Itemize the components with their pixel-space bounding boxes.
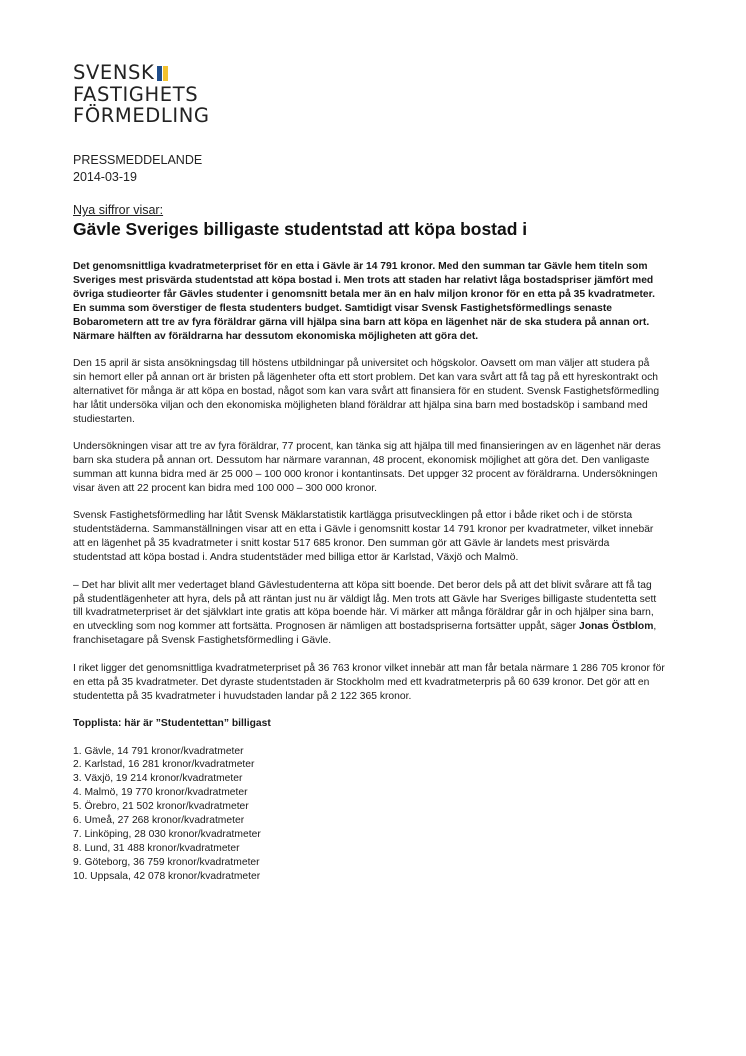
- paragraph-2: Undersökningen visar att tre av fyra föräldrar, 77 procent, kan tänka sig att hjälpa till med finansieringen av en lägenhet när deras barn ska studera på annan ort. Dessutom har närmare varannan, 48 procent, ekonomisk möjlighet att göra det. Den vanligaste summan att kunna bidra med är 25 000 – 100 000 kronor i kontantinsats. Det uppger 32 procent av föräldrarna. Undersökningen visar även att 22 procent kan bidra med 100 000 – 300 000 kronor.: [73, 441, 661, 494]
- paragraph-4: [73, 579, 665, 649]
- quote-attribution: , franchisetagare på Svensk Fastighetsförmedling i Gävle.: [73, 621, 657, 647]
- press-date: 2014-03-19: [73, 170, 137, 184]
- quoted-person-name: Jonas Östblom: [578, 621, 654, 633]
- list-item: 9. Göteborg, 36 759 kronor/kvadratmeter: [73, 856, 260, 868]
- list-item: 6. Umeå, 27 268 kronor/kvadratmeter: [73, 815, 245, 827]
- logo-line-1: SVENSK: [73, 61, 155, 84]
- press-type: PRESSMEDDELANDE: [73, 153, 203, 167]
- article-body: [73, 260, 665, 884]
- list-item: 7. Linköping, 28 030 kronor/kvadratmeter: [73, 828, 261, 840]
- article-kicker: Nya siffror visar:: [73, 203, 164, 217]
- paragraph-3: Svensk Fastighetsförmedling har låtit Svensk Mäklarstatistik kartlägga prisutvecklingen på ettor i både riket och i de största studentstäderna. Sammanställningen visar att en etta i Gävle i genomsnitt kostar 14 791 kronor per kvadratmeter, vilket innebär att en lägenhet på 35 kvadratmeter i snitt kostar 517 685 kronor. Den summan gör att Gävle är landets mest prisvärda studentstad att köpa bostad i. Andra studentstäder med billiga ettor är Karlstad, Växjö och Malmö.: [73, 510, 654, 564]
- flag-icon: [157, 64, 169, 79]
- toplist-title: Topplista: här är ”Studentettan” billigast: [73, 718, 271, 730]
- list-item: 5. Örebro, 21 502 kronor/kvadratmeter: [73, 801, 249, 813]
- logo-line-2: FASTIGHETS: [73, 82, 199, 106]
- list-item: 10. Uppsala, 42 078 kronor/kvadratmeter: [73, 870, 261, 882]
- lead-paragraph: Det genomsnittliga kvadratmeterpriset för en etta i Gävle är 14 791 kronor. Med den summan tar Gävle hem titeln som Sveriges mest prisvärda studentstad att köpa bostad i. Men trots att staden har relativt låga bostadspriser jämfört med övriga studieorter får Gävles studenter i genomsnitt betala mer än en halv miljon kronor för en etta på 35 kvadratmeter. En summa som överstiger de flesta studenters budget. Samtidigt visar Svensk Fastighetsförmedlings senaste Bobarometern att tre av fyra föräldrar gärna vill hjälpa sina barn att köpa en lägenhet när de ska studera på annan ort. Närmare hälften av föräldrarna har dessutom ekonomiska möjligheten att göra det.: [73, 261, 655, 342]
- list-item: 3. Växjö, 19 214 kronor/kvadratmeter: [73, 773, 243, 785]
- list-item: 1. Gävle, 14 791 kronor/kvadratmeter: [73, 745, 244, 757]
- paragraph-5: I riket ligger det genomsnittliga kvadratmeterpriset på 36 763 kronor vilket innebär att man får betala närmare 1 286 705 kronor för en etta på 35 kvadratmeter. Det dyraste studentstaden är Stockholm med ett kvadratmeterpris på 60 639 kronor. Det gör att en studentetta på 35 kvadratmeter i huvudstaden landar på 2 122 365 kronor.: [73, 662, 665, 702]
- press-header: [73, 152, 202, 186]
- quote-text: – Det har blivit allt mer vedertaget bland Gävlestudenterna att köpa sitt boende. Det beror dels på att det blivit svårare att få tag på studentlägenheter att hyra, dels på att räntan just nu är väldigt låg. Men trots att Gävle har Sveriges billigaste studentetta sett till kvadratmeterpriset är det självklart inte gratis att köpa boende här. Vi märker att många föräldrar går in och hjälper sina barn, en utveckling som nog kommer att fortsätta. Prognosen är nämligen att bostadspriserna fortsätter uppåt, säger: [73, 579, 657, 633]
- paragraph-1: Den 15 april är sista ansökningsdag till höstens utbildningar på universitet och högskolor. Oavsett om man väljer att studera på sin hemort eller på annan ort är bristen på lägenheter ofta ett stort problem. Det kan vara svårt att få tag på ett hyreskontrakt och alternativet för många är att köpa en bostad, något som kan vara svårt att finansiera för en student. Svensk Fastighetsförmedling har låtit undersöka viljan och den ekonomiska möjligheten bland föräldrar att hjälpa sina barn med bostadsköp i samband med studiestarten.: [73, 358, 660, 425]
- logo-line-3: FÖRMEDLING: [73, 104, 210, 127]
- toplist: [73, 745, 665, 884]
- article-headline: Gävle Sveriges billigaste studentstad att köpa bostad i: [73, 219, 528, 239]
- company-logo: [73, 62, 373, 127]
- list-item: 4. Malmö, 19 770 kronor/kvadratmeter: [73, 787, 248, 799]
- list-item: 8. Lund, 31 488 kronor/kvadratmeter: [73, 842, 240, 854]
- list-item: 2. Karlstad, 16 281 kronor/kvadratmeter: [73, 759, 255, 771]
